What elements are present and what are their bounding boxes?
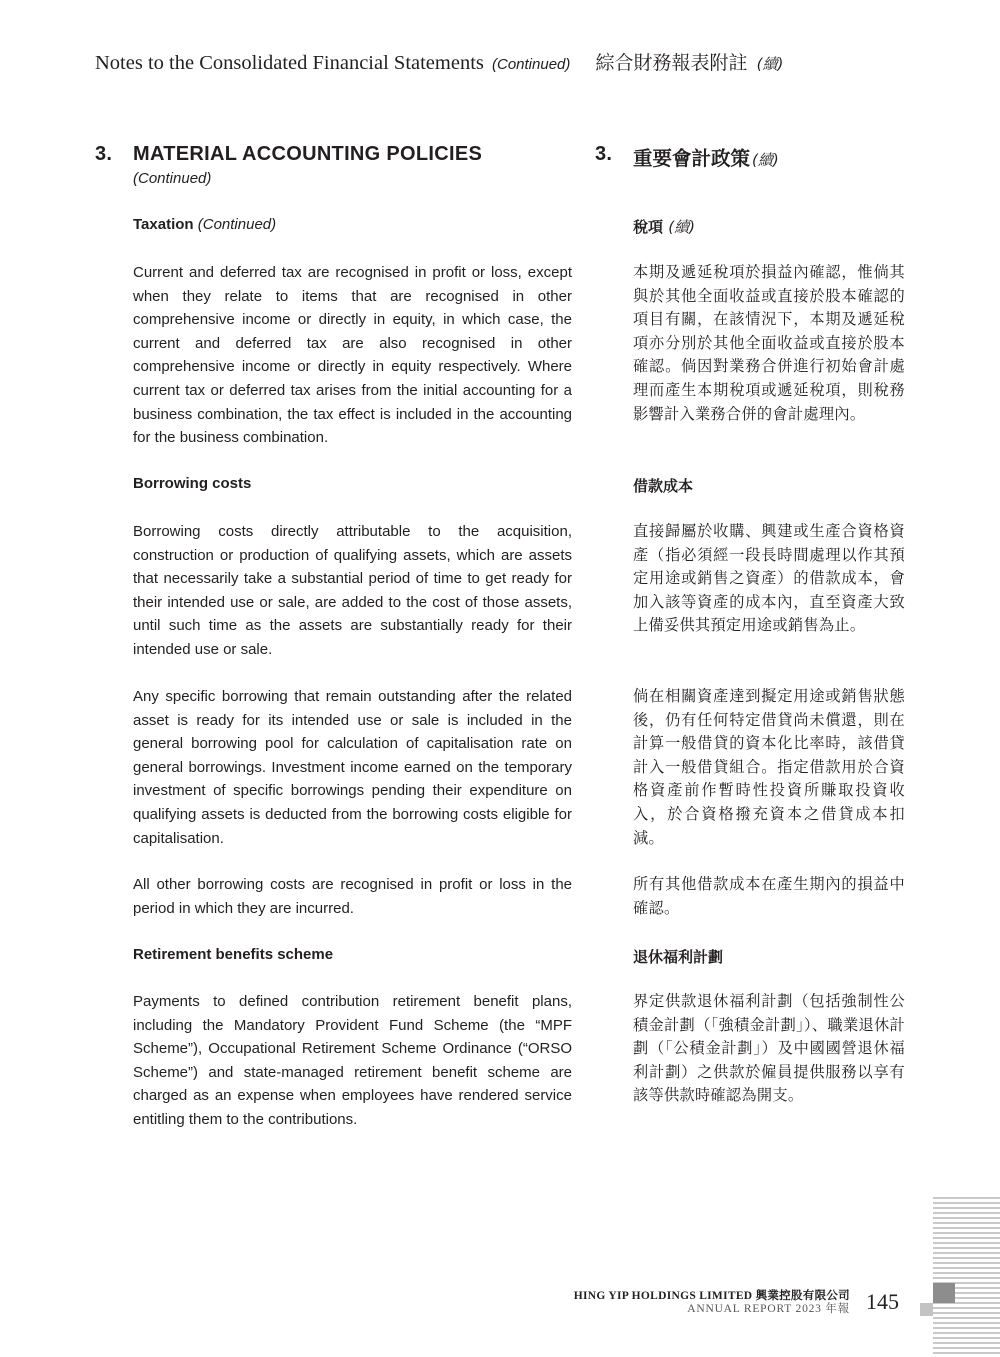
borrowing-paragraph-3-zh: 所有其他借款成本在產生期內的損益中確認。 xyxy=(633,875,905,917)
taxation-heading-en xyxy=(133,216,572,233)
header-continued-en: (Continued) xyxy=(492,56,571,73)
taxation-heading-zh-text: 稅項 xyxy=(633,218,664,236)
section-number-zh: 3. xyxy=(595,143,613,165)
section-continued-en: (Continued) xyxy=(133,170,212,187)
decorative-square-light xyxy=(920,1303,933,1316)
section-number-en: 3. xyxy=(95,143,113,165)
borrowing-paragraph-1-zh: 直接歸屬於收購、興建或生產合資格資產（指必須經一段長時間處理以作其預定用途或銷售之資產）的借款成本，會加入該等資產的成本內，直至資產大致上備妥供其預定用途或銷售為止。 xyxy=(633,522,905,635)
borrowing-paragraph-2-zh: 倘在相關資產達到擬定用途或銷售狀態後，仍有任何特定借貸尚未償還，則在計算一般借貸的資本化比率時，該借貸計入一般借貸組合。指定借款用於合資格資產前作暫時性投資所賺取投資收入，於合資格撥充資本之借貸成本扣減。 xyxy=(633,687,905,847)
header-title-en: Notes to the Consolidated Financial Statements xyxy=(95,52,484,74)
retirement-heading-zh: 退休福利計劃 xyxy=(633,948,724,966)
borrowing-paragraph-1-en: Borrowing costs directly attributable to the acquisition, construction or production of qualifying assets, which are assets that necessarily take a substantial period of time to get ready for their intended use or sale, are added to the cost of those assets, until such time as the assets are substantially ready for their intended use or sale. xyxy=(133,523,572,658)
decorative-stripes xyxy=(933,1197,1000,1357)
footer-company-name: HING YIP HOLDINGS LIMITED 興業控股有限公司 xyxy=(573,1290,850,1302)
footer-report-title: ANNUAL REPORT 2023 年報 xyxy=(687,1303,850,1315)
retirement-paragraph-en: Payments to defined contribution retirement benefit plans, including the Mandatory Provident Fund Scheme (the “MPF Scheme”), Occupational Retirement Scheme Ordinance (“ORSO Scheme”) and state-managed retirement benefit scheme are charged as an expense when employees have rendered service entitling them to the contributions. xyxy=(133,993,572,1128)
taxation-heading-continued-zh: (續) xyxy=(668,218,695,236)
header-continued-zh: (續) xyxy=(756,55,784,73)
running-header xyxy=(95,48,783,75)
taxation-paragraph-en: Current and deferred tax are recognised in profit or loss, except when they relate to items that are recognised in other comprehensive income or directly in equity, in which case, the current and deferred tax are also recognised in other comprehensive income or directly in equity respectively. Where current tax or deferred tax arises from the initial accounting for a business combination, the tax effect is included in the accounting for the business combination. xyxy=(133,264,572,447)
taxation-heading-zh xyxy=(633,216,905,237)
borrowing-paragraph-3-en: All other borrowing costs are recognised in profit or loss in the period in which they are incurred. xyxy=(133,876,572,917)
section-title-zh-text: 重要會計政策 xyxy=(633,147,751,170)
taxation-heading-continued-en: (Continued) xyxy=(197,216,277,233)
header-title-zh: 綜合財務報表附註 xyxy=(595,52,748,74)
taxation-paragraph-zh: 本期及遞延稅項於損益內確認，惟倘其與於其他全面收益或直接於股本確認的項目有關，在該情況下，本期及遞延稅項亦分別於其他全面收益或直接於股本確認。倘因對業務合併進行初始會計處理而產生本期稅項或遞延稅項，則稅務影響計入業務合併的會計處理內。 xyxy=(633,263,905,423)
borrowing-paragraph-2-en: Any specific borrowing that remain outstanding after the related asset is ready for its intended use or sale is included in the general borrowing pool for calculation of capitalisation rate on general borrowings. Investment income earned on the temporary investment of specific borrowings pending their expenditure on qualifying assets is deducted from the borrowing costs eligible for capitalisation. xyxy=(133,688,572,847)
section-title-zh xyxy=(633,143,905,171)
retirement-paragraph-zh: 界定供款退休福利計劃（包括強制性公積金計劃（「強積金計劃」）、職業退休計劃（「公積金計劃」）及中國國營退休福利計劃）之供款於僱員提供服務以享有該等供款時確認為開支。 xyxy=(633,992,905,1105)
retirement-heading-en: Retirement benefits scheme xyxy=(133,946,334,963)
section-continued-zh: (續) xyxy=(752,151,779,169)
section-title-en: MATERIAL ACCOUNTING POLICIES xyxy=(133,143,483,165)
borrowing-heading-zh: 借款成本 xyxy=(633,477,694,495)
page-number: 145 xyxy=(866,1289,899,1314)
decorative-square-dark xyxy=(933,1283,955,1303)
taxation-heading-en-text: Taxation xyxy=(133,216,194,233)
borrowing-heading-en: Borrowing costs xyxy=(133,475,252,492)
